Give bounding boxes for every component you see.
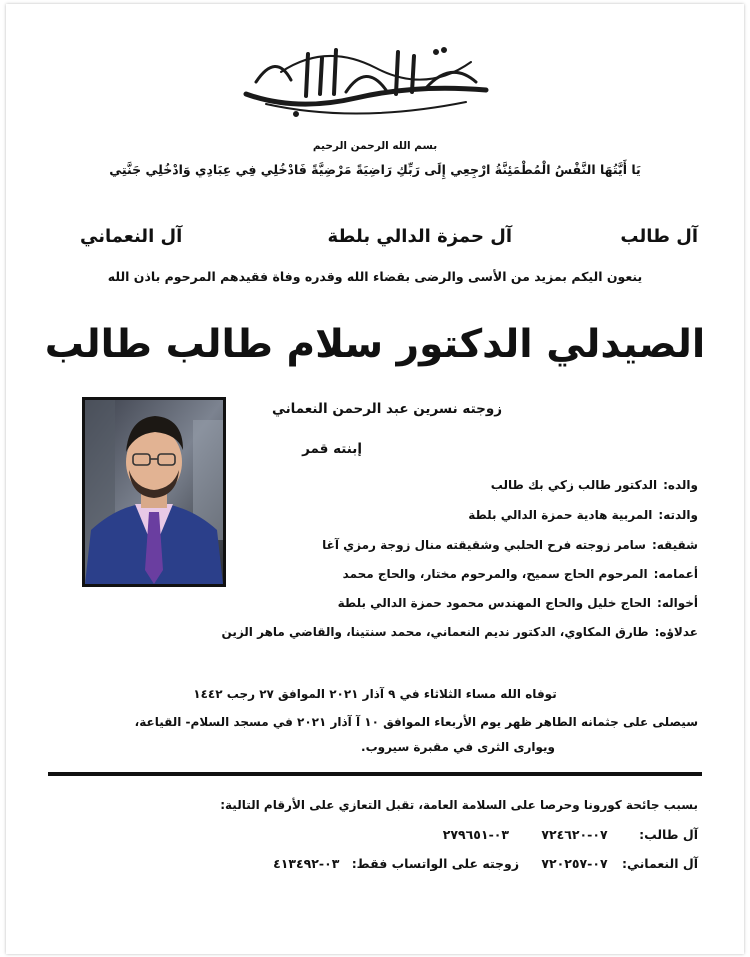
- obituary-page: [6, 4, 744, 954]
- family-hamza-dali-bolta: آل حمزة الدالي بلطة: [327, 226, 512, 247]
- relative-maternal-uncles: أخواله:الحاج خليل والحاج المهندس محمود حمزة الدالي بلطة: [337, 596, 698, 610]
- relative-mother: والدته:المربية هادية حمزة الدالي بلطة: [468, 508, 698, 522]
- family-talib: آل طالب: [620, 226, 698, 247]
- phone-number[interactable]: ٠٧-٧٢٠٢٥٧: [541, 856, 608, 871]
- condolence-notice: بسبب جائحة كورونا وحرصا على السلامة العامة، تقبل التعازي على الأرقام التالية:: [220, 798, 698, 812]
- family-numani: آل النعماني: [80, 226, 183, 247]
- whatsapp-note: زوجته على الواتساب فقط:: [351, 856, 520, 871]
- phone-number[interactable]: ٠٣-٤١٣٤٩٢: [273, 856, 340, 871]
- divider: [48, 772, 702, 776]
- relative-father: والده:الدكتور طالب زكي بك طالب: [490, 478, 698, 492]
- quran-verse: يَا أَيَّتُهَا النَّفْسُ الْمُطْمَئِنَّةُ ارْجِعِي إِلَى رَبِّكِ رَاضِيَةً مَرْضِيَّةً فَادْخُلِي فِي عِبَادِي وَادْخُلِي جَنَّتِي: [109, 162, 641, 177]
- daughter-line: إبنته قمر: [302, 441, 362, 457]
- burial-notice: ويوارى الثرى في مقبرة سيروب.: [361, 740, 555, 754]
- relative-paternal-uncles: أعمامه:المرحوم الحاج سميح، والمرحوم مختار، والحاج محمد: [342, 567, 698, 581]
- phone-row-numani: [273, 856, 698, 871]
- phone-number[interactable]: ٠٣-٢٧٩٦٥١: [442, 827, 510, 842]
- relative-in-laws: عدلاؤه:طارق المكاوي، الدكتور نديم النعماني، محمد سنتينا، والقاضي ماهر الزين: [221, 625, 698, 639]
- phone-number[interactable]: ٠٧-٧٢٤٦٢٠: [541, 827, 608, 842]
- wife-line: زوجته نسرين عبد الرحمن النعماني: [271, 401, 502, 417]
- relative-brother: شقيقه:سامر زوجته فرح الحلبي وشقيقته منال زوجة رمزي آغا: [322, 538, 698, 552]
- phone-label-numani: آل النعماني:: [621, 856, 698, 871]
- announcement-intro: ينعون اليكم بمزيد من الأسى والرضى بقضاء الله وقدره وفاة فقيدهم المرحوم باذن الله: [107, 269, 643, 284]
- funeral-notice: سيصلى على جثمانه الطاهر ظهر يوم الأربعاء الموافق ١٠ آ آذار ٢٠٢١ في مسجد السلام- القياعة،: [134, 715, 698, 729]
- death-notice: توفاه الله مساء الثلاثاء في ٩ آذار ٢٠٢١ الموافق ٢٧ رجب ١٤٤٢: [193, 687, 557, 701]
- deceased-photo: [82, 397, 226, 587]
- deceased-name: الصيدلي الدكتور سلام طالب طالب: [44, 322, 706, 367]
- phone-row-talib: [443, 827, 698, 842]
- calligraphy-logo: [236, 32, 496, 122]
- phone-label-talib: آل طالب:: [639, 827, 698, 842]
- basmala: بسم الله الرحمن الرحيم: [312, 140, 438, 152]
